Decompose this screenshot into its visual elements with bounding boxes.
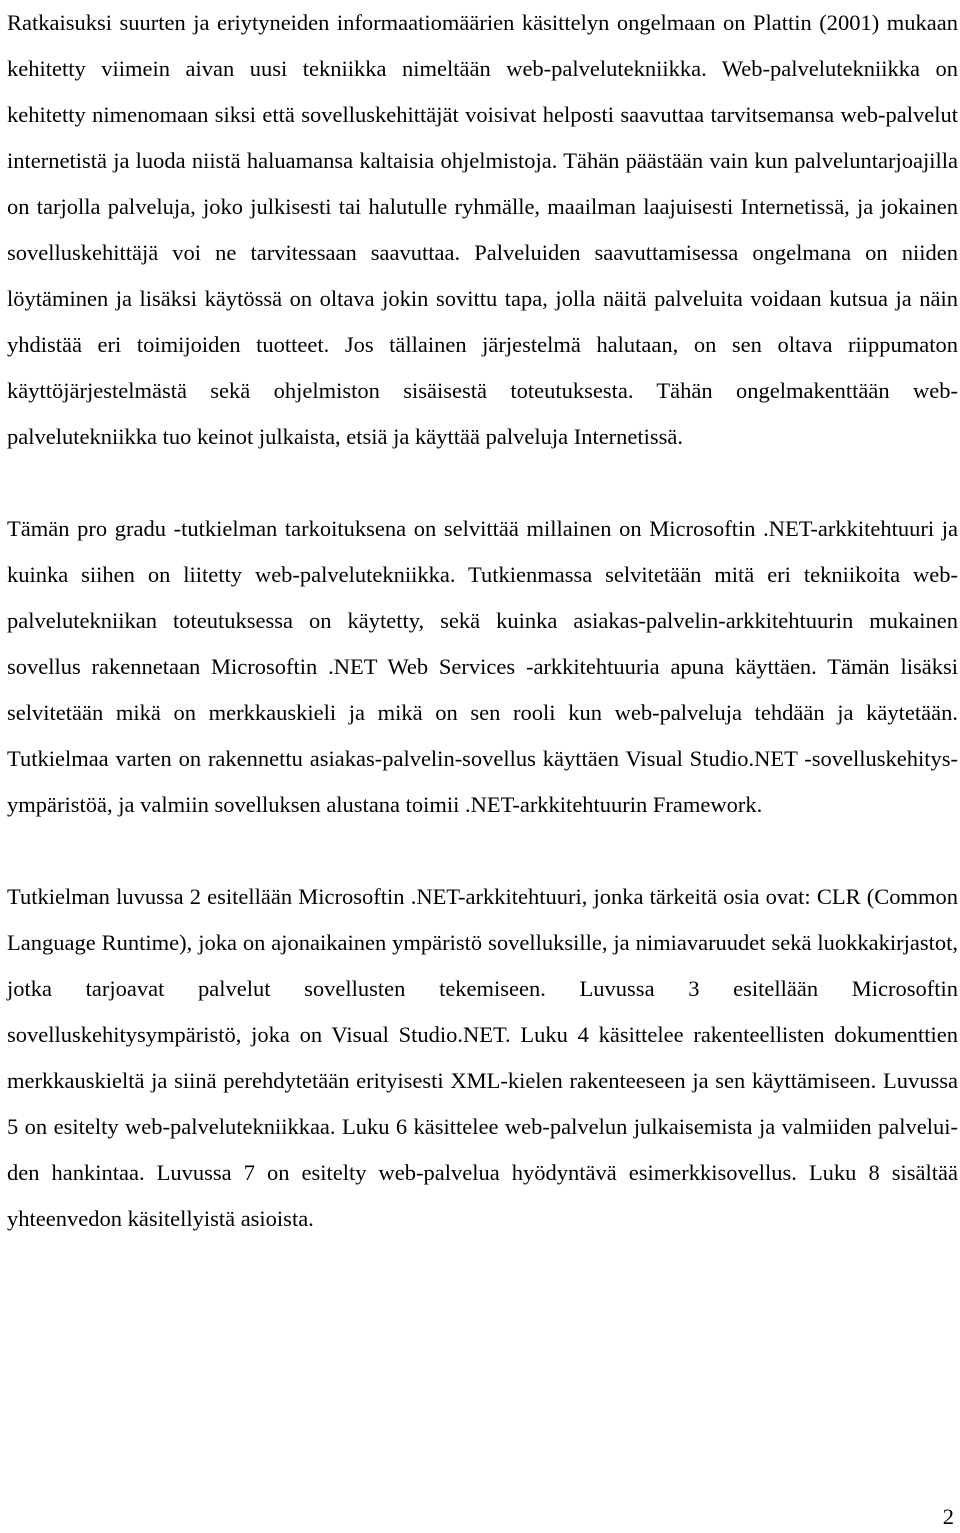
paragraph-purpose: Tämän pro gradu -tutkielman tarkoituksena on selvittää millainen on Microsoftin .NET-arkkitehtuuri ja kuinka siihen on liitetty web-palvelutekniikka. Tutkienmassa selvitetään mitä eri tekniikoita web-palvelutekniikan toteutuksessa on käytetty, sekä kuinka asiakas-palvelin-arkkitehtuurin mukainen sovellus rakennetaan Microsoftin .NET Web Services -arkkitehtuuria apuna käyttäen. Tämän lisäksi selvitetään mikä on merkkauskieli ja mikä on sen rooli kun web-palveluja tehdään ja käytetään. Tutkielmaa varten on rakennettu asiakas-palvelin-sovellus käyttäen Visual Studio.NET -sovelluskehitysympäristöä, ja valmiin sovelluksen alustana toimii .NET-arkkitehtuurin Framework. — [7, 516, 958, 817]
paragraph-introduction: Ratkaisuksi suurten ja eriytyneiden informaatiomäärien käsittelyn ongelmaan on Plattin (2001) mukaan kehitetty viimein aivan uusi tekniikka nimeltään web-palvelutekniikka. Web-palvelutekniikka on kehitetty nimenomaan siksi että sovelluskehittäjät voisivat helposti saavuttaa tarvitsemansa web-palvelut internetistä ja luoda niistä haluamansa kaltaisia ohjelmistoja. Tähän päästään vain kun palveluntarjoajilla on tarjolla palveluja, joko julkisesti tai halutulle ryhmälle, maailman laajuisesti Internetissä, ja jokainen sovelluskehittäjä voi ne tarvitessaan saavuttaa. Palveluiden saavuttamisessa ongelmana on niiden löytäminen ja lisäksi käytössä on oltava jokin sovittu tapa, jolla näitä palveluita voidaan kutsua ja näin yhdistää eri toimijoiden tuotteet. Jos tällainen järjestelmä halutaan, on sen oltava riippumaton käyttöjärjestelmästä sekä ohjelmiston sisäisestä toteutuksesta. Tähän ongelmakenttään web-palvelutekniikka tuo keinot julkaista, etsiä ja käyttää palveluja Internetissä. — [7, 10, 958, 449]
page-number: 2 — [942, 1504, 954, 1529]
paragraph-chapter-overview: Tutkielman luvussa 2 esitellään Microsoftin .NET-arkkitehtuuri, jonka tärkeitä osia ovat: CLR (Common Language Runtime), joka on ajonaikainen ympäristö sovelluksille, ja nimiavaruudet sekä luokkakirjastot, jotka tarjoavat palvelut sovellusten tekemiseen. Luvussa 3 esitellään Microsoftin sovelluskehitysympäristö, joka on Visual Studio.NET. Luku 4 käsittelee rakenteellisten dokumenttien merkkauskieltä ja siinä perehdytetään erityisesti XML-kielen rakenteeseen ja sen käyttämiseen. Luvussa 5 on esitelty web-palvelutekniikkaa. Luku 6 käsittelee web-palvelun julkaisemista ja valmiiden palveluiden hankintaa. Luvussa 7 on esitelty web-palvelua hyödyntävä esimerkkisovellus. Luku 8 sisältää yhteenvedon käsitellyistä asioista. — [7, 884, 958, 1231]
document-page — [7, 0, 958, 1242]
